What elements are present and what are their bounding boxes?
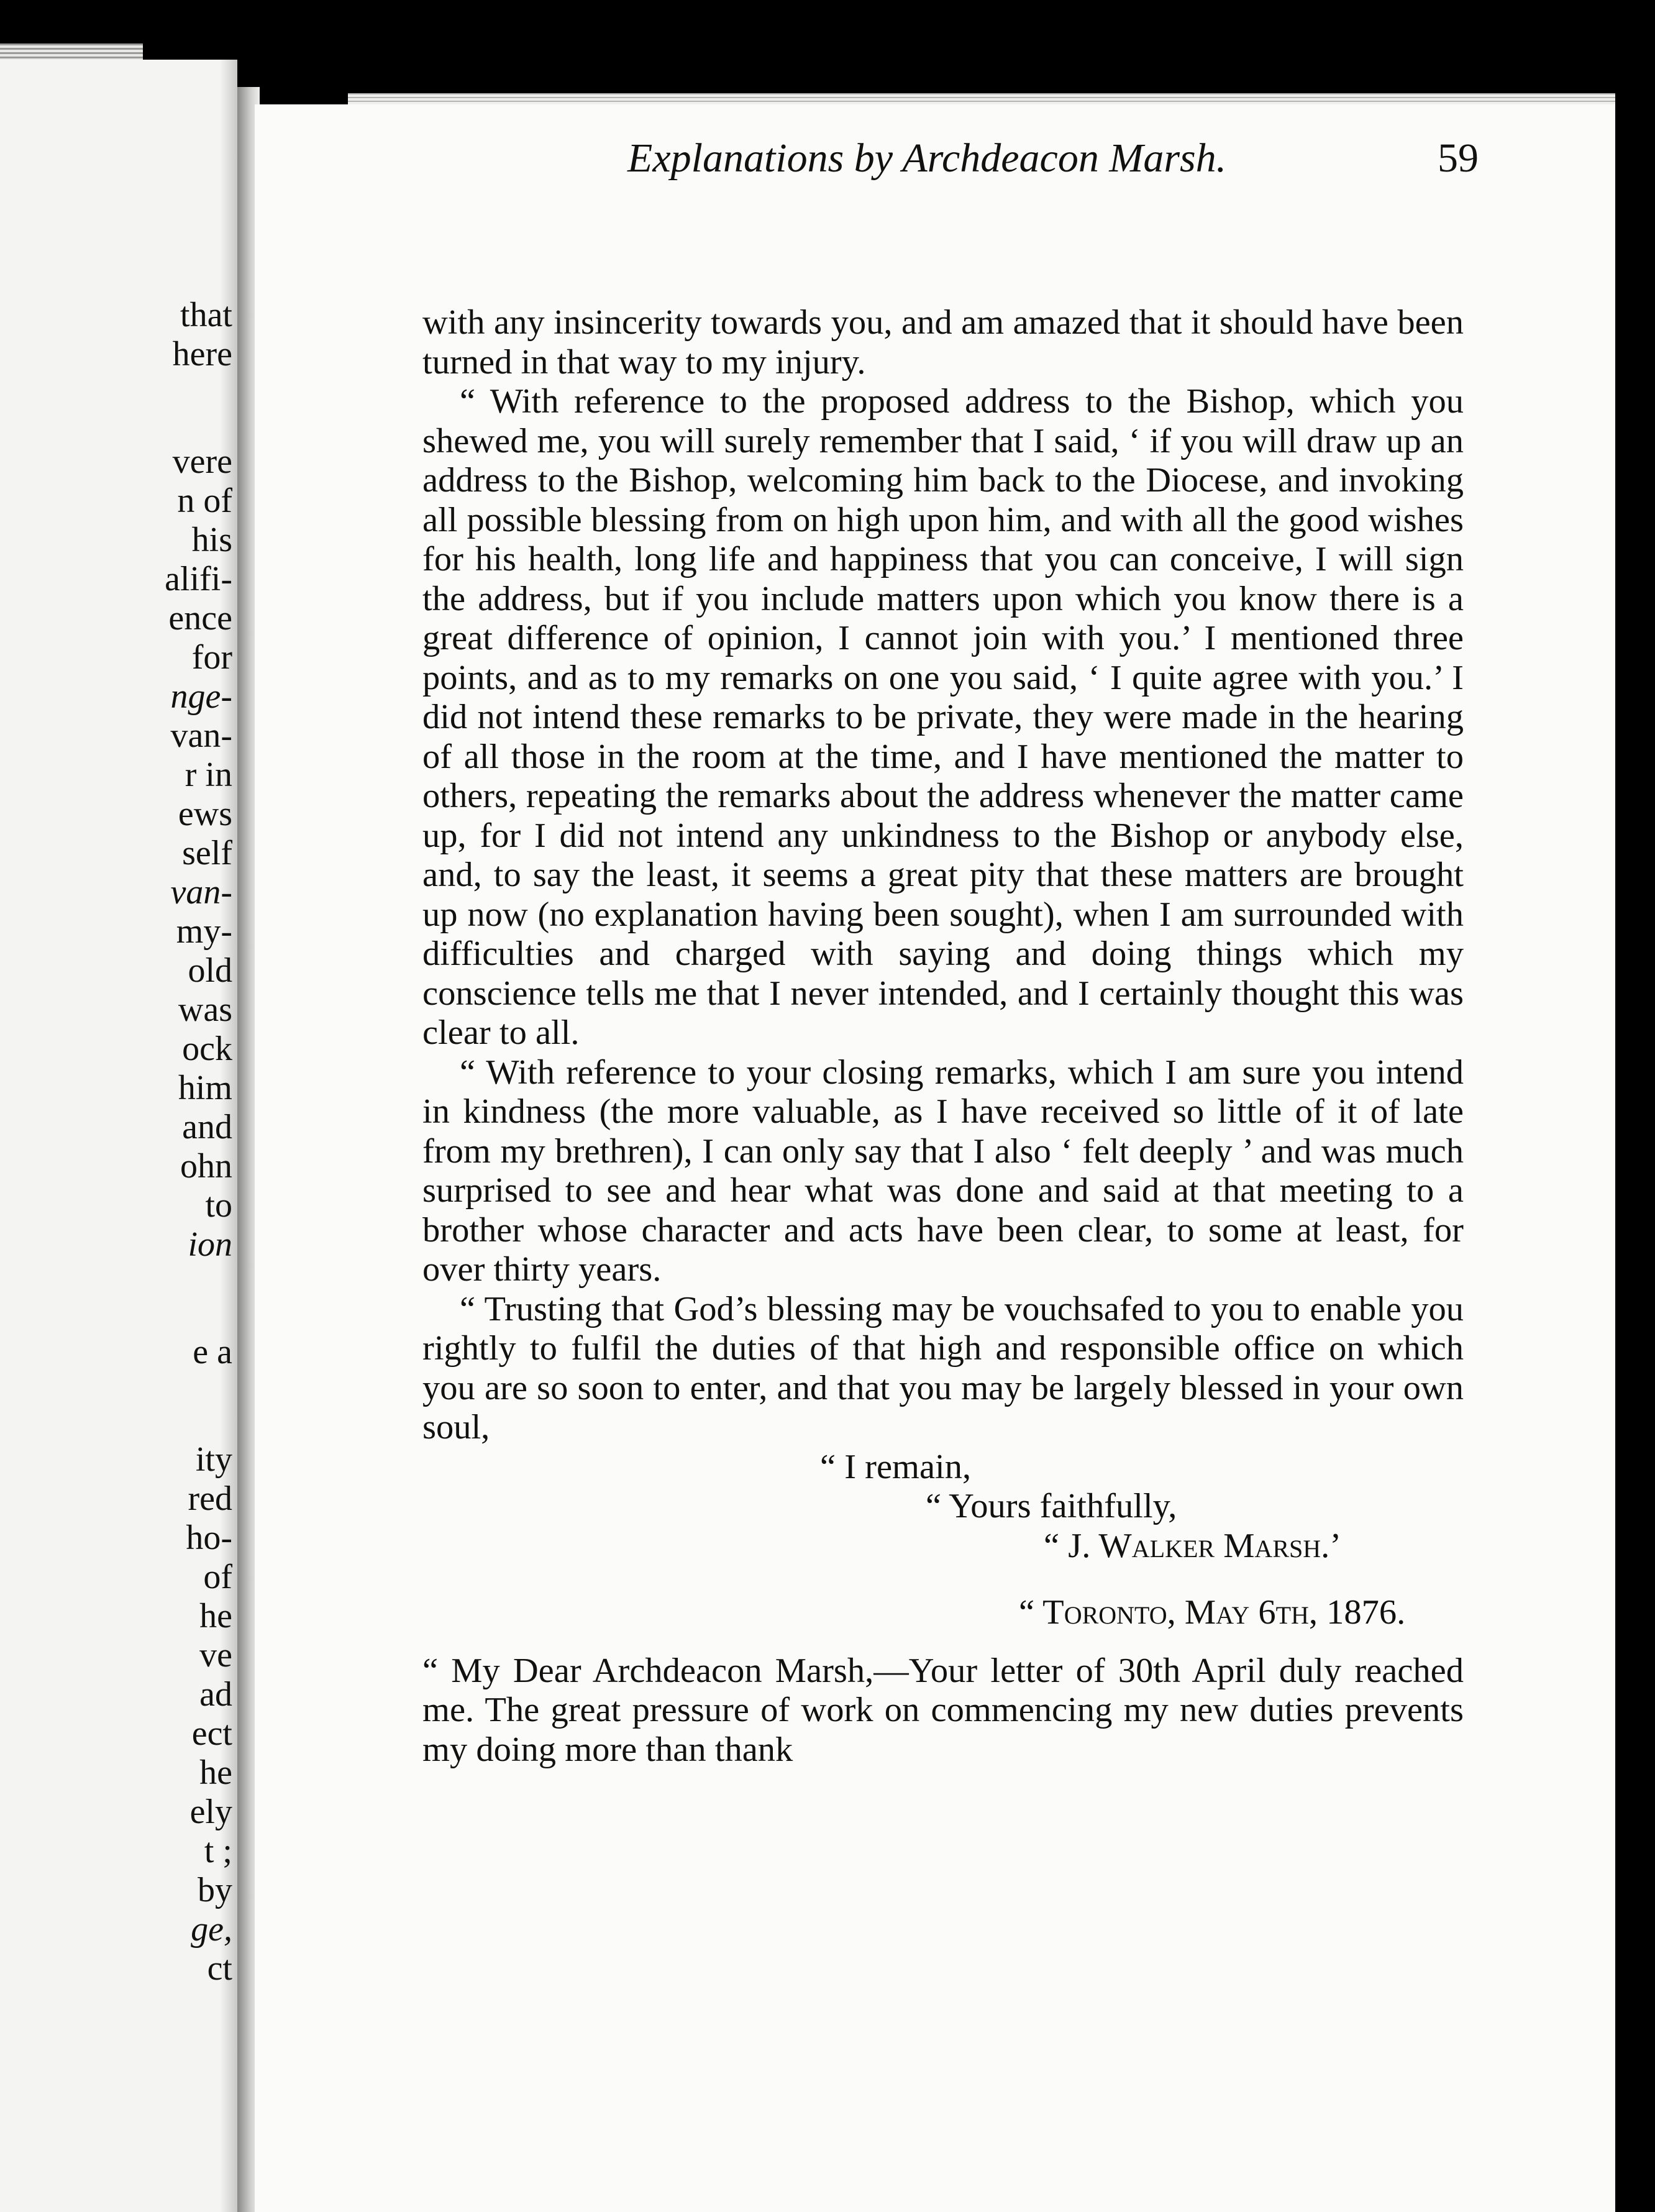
left-page-fragment: ews bbox=[178, 795, 232, 833]
left-page-fragment: here bbox=[172, 335, 232, 373]
left-page-fragment: ely bbox=[189, 1793, 232, 1831]
left-page-fragment: t ; bbox=[204, 1832, 232, 1870]
left-page-fragment: that bbox=[180, 296, 232, 334]
left-page-fragment: old bbox=[188, 951, 232, 990]
previous-page-strip bbox=[0, 60, 237, 2212]
left-page-fragment: red bbox=[188, 1479, 232, 1518]
reply-opening: “ My Dear Archdeacon Marsh,—Your letter of 30th April duly reached me. The great pressure of work on commencing my new duties prevents my doing more than thank bbox=[422, 1651, 1464, 1769]
left-page-fragment: ho- bbox=[186, 1519, 232, 1557]
letter-closing-yours: “ Yours faithfully, bbox=[926, 1487, 1177, 1525]
left-page-fragment: vere bbox=[172, 442, 232, 481]
left-page-fragment: for bbox=[191, 638, 232, 677]
left-page-fragment: ve bbox=[199, 1636, 232, 1675]
page-body bbox=[422, 303, 1464, 1770]
left-page-fragment: ect bbox=[191, 1714, 232, 1753]
left-page-fragment: him bbox=[178, 1069, 232, 1107]
left-page-fragment: ct bbox=[207, 1949, 232, 1988]
left-page-fragment: ock bbox=[182, 1030, 232, 1068]
left-page-fragment: ity bbox=[195, 1440, 232, 1479]
left-page-fragment: of bbox=[203, 1558, 232, 1596]
left-page-fragment: alifi- bbox=[165, 560, 232, 598]
left-page-fragment: my- bbox=[176, 912, 232, 951]
left-page-fragment: ge, bbox=[191, 1910, 232, 1949]
left-page-fragment: e a bbox=[193, 1333, 232, 1371]
letter-paragraph-4: “ Trusting that God’s blessing may be vouchsafed to you to enable you rightly to fulfil the duties of that high and responsible office on which you are so soon to enter, and that you may be largely blessed in your own soul, bbox=[422, 1289, 1464, 1446]
left-page-fragment: n of bbox=[177, 482, 232, 520]
reply-dateline: “ Toronto, May 6th, 1876. bbox=[1019, 1593, 1406, 1632]
left-page-fragment: ion bbox=[188, 1225, 232, 1264]
left-page-fragment: nge- bbox=[170, 677, 232, 716]
left-page-fragment: he bbox=[199, 1753, 232, 1792]
letter-paragraph-3: “ With reference to your closing remarks, which I am sure you intend in kindness (the more valuable, as I have received so little of it of late from my brethren), I can only say that I also ‘ felt deeply ’ and was much surprised to see and hear what was done and said at that meeting to a brother whose character and acts have been clear, to some at least, for over thirty years. bbox=[422, 1053, 1464, 1289]
left-page-fragment: van- bbox=[170, 873, 232, 912]
left-page-fragment: his bbox=[191, 521, 232, 559]
left-page-fragment: was bbox=[178, 990, 232, 1029]
letter-closing-remain: “ I remain, bbox=[820, 1447, 972, 1486]
left-page-fragment: by bbox=[198, 1871, 232, 1909]
left-page-fragment: and bbox=[182, 1108, 232, 1146]
page-edges-top-left bbox=[0, 43, 143, 60]
left-page-fragment: ad bbox=[199, 1675, 232, 1714]
left-page-fragment: r in bbox=[185, 756, 232, 794]
letter-signature: “ J. Walker Marsh.’ bbox=[1044, 1526, 1342, 1565]
letter-paragraph-2: “ With reference to the proposed address to the Bishop, which you shewed me, you will surely remember that I said, ‘ if you will draw up an address to the Bishop, welcoming him back to the Diocese, and invoking all possible blessing from on high upon him, and with all the good wishes for his health, long life and happiness that you can conceive, I will sign the address, but if you include matters upon which you know there is a great difference of opinion, I cannot join with you.’ I mentioned three points, and as to my remarks on one you said, ‘ I quite agree with you.’ I did not intend these remarks to be private, they were made in the hearing of all those in the room at the time, and I have mentioned the matter to others, repeating the remarks about the address whenever the matter came up, for I did not intend any unkindness to the Bishop or anybody else, and, to say the least, it seems a great pity that these matters are brought up now (no explanation having been sought), when I am surrounded with difficulties and charged with saying and doing things which my conscience tells me that I never intended, and I certainly thought this was clear to all. bbox=[422, 382, 1464, 1052]
left-page-fragment: to bbox=[205, 1186, 232, 1225]
left-page-fragment: he bbox=[199, 1597, 232, 1635]
page-number: 59 bbox=[1438, 135, 1479, 181]
letter-paragraph-1: with any insincerity towards you, and am amazed that it should have been turned in that way to my injury. bbox=[422, 303, 1464, 382]
left-page-fragment: ohn bbox=[180, 1147, 232, 1186]
left-page-fragment: van- bbox=[170, 716, 232, 755]
left-page-fragment: self bbox=[182, 834, 232, 872]
left-page-fragment: ence bbox=[168, 599, 232, 638]
running-head-title: Explanations by Archdeacon Marsh. bbox=[627, 135, 1227, 181]
